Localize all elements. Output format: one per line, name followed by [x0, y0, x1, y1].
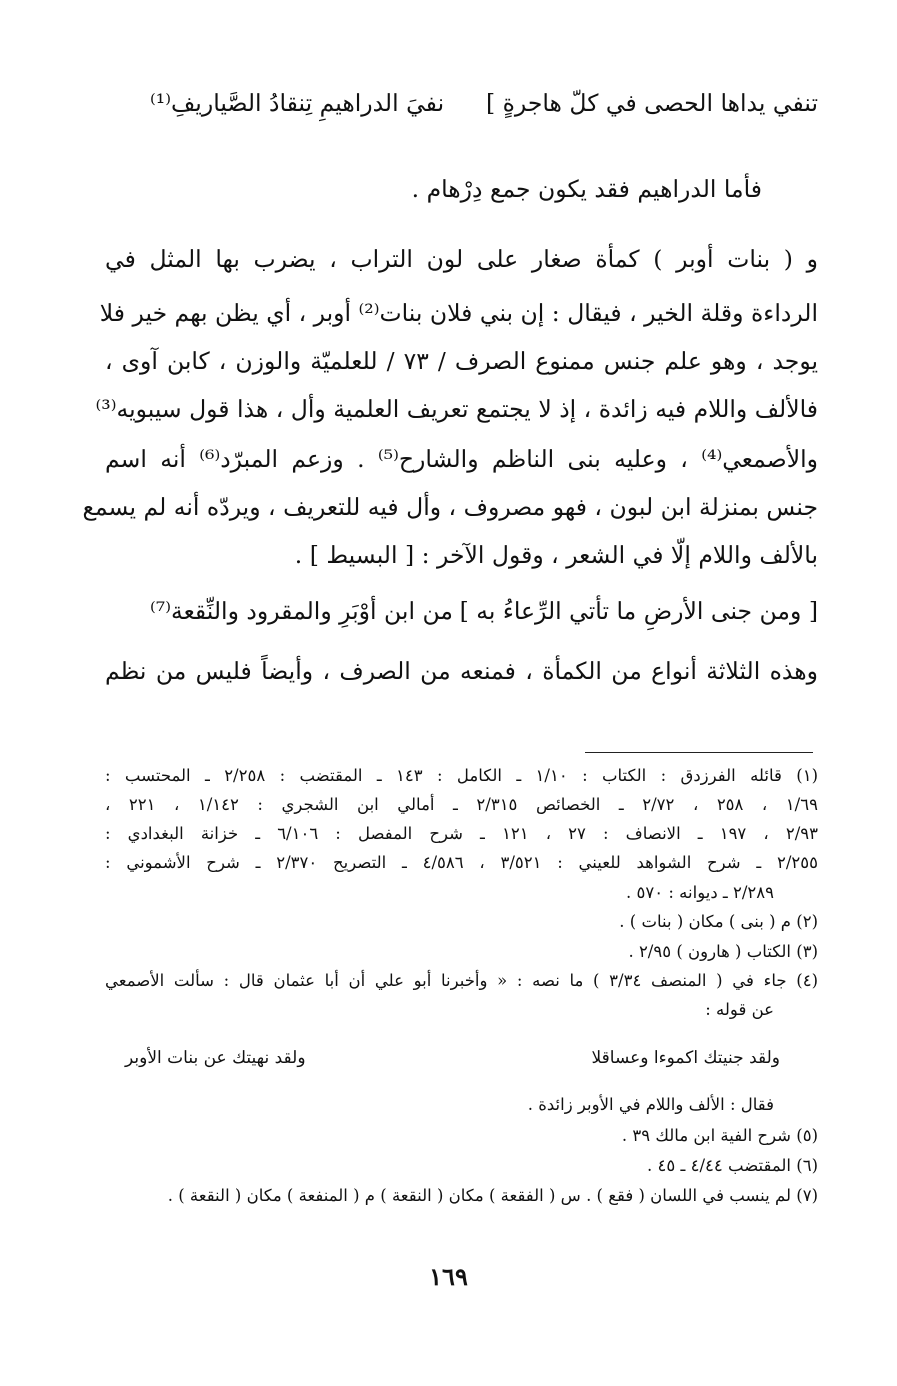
body-line-9: وهذه الثلاثة أنواع من الكمأة ، فمنعه من الصرف ، وأيضاً فليس من نظم — [105, 657, 818, 685]
body-line-7: جنس بمنزلة ابن لبون ، فهو مصروف ، وأل فيه للتعريف ، ويردّه أنه لم يسمع — [82, 493, 818, 521]
verse-2-second-hemistich: من ابن أوْبَرِ والمقرود والنِّقعة⁽⁷⁾ — [150, 597, 453, 625]
verse-1-first-hemistich: تنفي يداها الحصى في كلّ هاجرةٍ ] — [485, 89, 818, 117]
footnote-5: (٥) شرح الفية ابن مالك ٣٩ . — [621, 1126, 818, 1145]
verse-2-first-hemistich: [ ومن جنى الأرضِ ما تأتي الرِّعاءُ به ] — [459, 597, 818, 625]
footnote-1-line-3: ٢/٩٣ ، ١٩٧ ـ الانصاف : ٢٧ ، ١٢١ ـ شرح المفصل : ٦/١٠٦ ـ خزانة البغدادي : — [105, 824, 818, 843]
footnote-1-line-5: ٢/٢٨٩ ـ ديوانه : ٥٧٠ . — [626, 883, 774, 902]
footnote-rule — [585, 752, 813, 753]
body-line-4: يوجد ، وهو علم جنس ممنوع الصرف / ٧٣ / للعلميّة والوزن ، كابن آوى ، — [105, 347, 818, 375]
body-line-8: بالألف واللام إلّا في الشعر ، وقول الآخر : [ البسيط ] . — [294, 541, 818, 569]
footnote-4-after: فقال : الألف واللام في الأوبر زائدة . — [527, 1095, 774, 1114]
footnote-6: (٦) المقتضب ٤/٤٤ ـ ٤٥ . — [647, 1156, 818, 1175]
verse-1 — [150, 88, 818, 118]
footnote-1-line-2: ١/٦٩ ، ٢٥٨ ، ٢/٧٢ ـ الخصائص ٢/٣١٥ ـ أمالي ابن الشجري : ١/١٤٢ ، ٢٢١ ، — [105, 795, 818, 814]
footnote-1-line-4: ٢/٢٥٥ ـ شرح الشواهد للعيني : ٣/٥٢١ ، ٤/٥٨٦ ـ التصريح ٢/٣٧٠ ـ شرح الأشموني : — [105, 853, 818, 872]
footnote-1-line-1: (١) قائله الفرزدق : الكتاب : ١/١٠ ـ الكامل : ١٤٣ ـ المقتضب : ٢/٢٥٨ ـ المحتسب : — [105, 766, 818, 785]
footnote-4-line-2: عن قوله : — [705, 1000, 774, 1019]
body-line-5: فالألف واللام فيه زائدة ، إذ لا يجتمع تعريف العلمية وأل ، هذا قول سيبويه⁽³⁾ — [95, 395, 818, 423]
footnote-3: (٣) الكتاب ( هارون ) ٢/٩٥ . — [628, 942, 818, 961]
footnote-4-verse — [125, 1046, 780, 1070]
footnote-2: (٢) م ( بنى ) مكان ( بنات ) . — [619, 912, 818, 931]
footnote-7: (٧) لم ينسب في اللسان ( فقع ) . س ( الفقعة ) مكان ( النقعة ) م ( المنفعة ) مكان ( النقعة ) . — [167, 1186, 818, 1205]
body-line-2: و ( بنات أوبر ) كمأة صغار على لون التراب ، يضرب بها المثل في — [105, 245, 818, 273]
footnote-4-line-1: (٤) جاء في ( المنصف ٣/٣٤ ) ما نصه : « وأخبرنا أبو علي أن أبا عثمان قال : سألت الأصمعي — [105, 971, 819, 990]
footnote-4-verse-first: ولقد جنيتك اكموءا وعساقلا — [591, 1048, 780, 1068]
body-line-6: والأصمعي⁽⁴⁾ ، وعليه بنى الناظم والشارح⁽⁵⁾ . وزعم المبرّد⁽⁶⁾ أنه اسم — [105, 445, 818, 473]
footnote-4-verse-second: ولقد نهيتك عن بنات الأوبر — [125, 1048, 306, 1068]
body-line-1: فأما الدراهيم فقد يكون جمع دِرْهام . — [411, 175, 762, 203]
body-line-3: الرداءة وقلة الخير ، فيقال : إن بني فلان بنات⁽²⁾ أوبر ، أي يظن بهم خير فلا — [99, 299, 818, 327]
verse-2 — [150, 596, 818, 626]
verse-1-second-hemistich: نفيَ الدراهيمِ تِنقادُ الصَّياريفِ⁽¹⁾ — [150, 89, 445, 117]
page-number: ١٦٩ — [429, 1262, 468, 1291]
